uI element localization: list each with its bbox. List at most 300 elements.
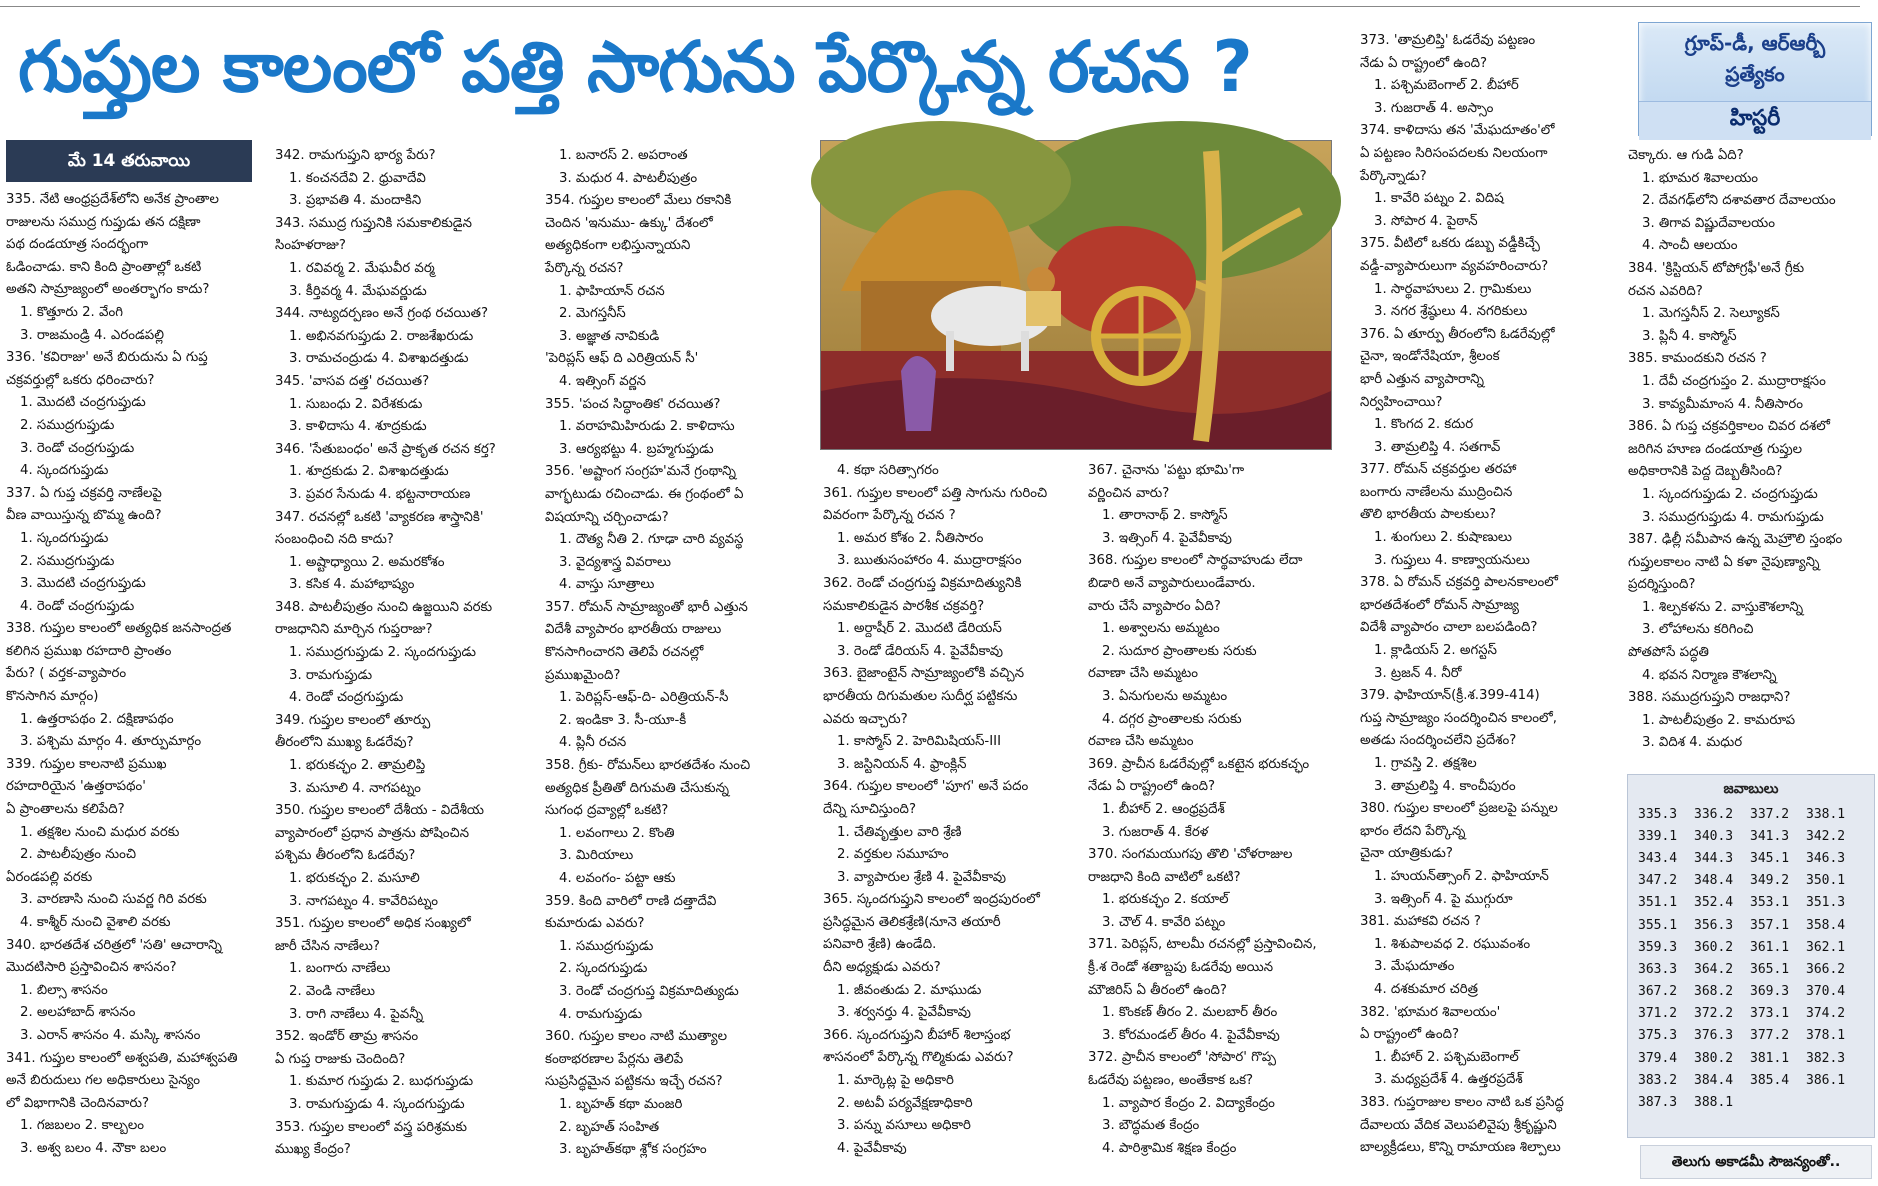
text-line: రవాణా చేసి అమ్మటం xyxy=(1088,666,1199,682)
text-line: 1. మెగస్తనీస్ 2. సెల్యూకస్ xyxy=(1642,306,1780,322)
text-line: 2. సముద్రగుప్తుడు xyxy=(20,417,115,433)
text-line: 3. బౌద్ధమత కేంద్రం xyxy=(1102,1118,1200,1134)
answer-cell: 379.4 xyxy=(1638,1050,1678,1066)
text-line: ఏ పట్టణం సిరిసంపదలకు నిలయంగా xyxy=(1360,145,1548,161)
headline: గుప్తుల కాలంలో పత్తి సాగును పేర్కొన్న రచన ? xyxy=(18,26,1252,108)
text-line: విదేశీ వ్యాపారం భారతీయ రాజులు xyxy=(545,622,722,638)
question-line: 358. గ్రీకు- రోమన్‌లు భారతదేశం నుంచి xyxy=(545,758,751,774)
text-line: 4. పారిశ్రామిక శిక్షణ కేంద్రం xyxy=(1102,1140,1237,1156)
text-line: 1. కుమార గుప్తుడు 2. బుధగుప్తుడు xyxy=(289,1074,474,1090)
answer-cell: 353.1 xyxy=(1750,895,1790,911)
text-line: 3. ఇత్సింగ్ 4. పై ముగ్గురూ xyxy=(1374,891,1513,907)
text-line: 4. వాస్తు సూత్రాలు xyxy=(559,577,655,593)
text-line: 3. రెండో చంద్రగుప్త విక్రమాదిత్యుడు xyxy=(559,983,739,999)
text-line: రచన ఎవరిది? xyxy=(1628,283,1703,299)
text-line: వివరంగా పేర్కొన్న రచన ? xyxy=(823,508,956,524)
answer-cell: 381.1 xyxy=(1750,1050,1790,1066)
text-line: 4. లవంగం- పట్టా ఆకు xyxy=(559,871,676,886)
text-line: 3. ఇత్సింగ్ 4. పైవేవీకావు xyxy=(1102,530,1232,546)
text-line: 3. మధ్యప్రదేశ్ 4. ఉత్తరప్రదేశ్ xyxy=(1374,1072,1523,1088)
text-line: 1. పశ్చిమబెంగాల్ 2. బీహార్ xyxy=(1374,78,1519,94)
text-line: 'పెరిప్లస్ ఆఫ్ ది ఎరిత్రియన్ సీ' xyxy=(545,351,699,367)
answer-cell: 376.3 xyxy=(1694,1028,1734,1044)
text-line: శాసనంలో పేర్కొన్న గొల్మికుడు ఎవరు? xyxy=(823,1050,1014,1066)
text-line: 3. జస్టినియన్ 4. ఫ్రాంక్లిన్ xyxy=(837,756,967,772)
text-line: 4. స్కందగుప్తుడు xyxy=(20,463,109,479)
answer-cell: 342.2 xyxy=(1806,828,1846,844)
text-line: బాల్యక్రీడలు, కొన్ని రామాయణ శిల్పాలు xyxy=(1360,1140,1561,1156)
answer-cell: 360.2 xyxy=(1694,939,1734,955)
answer-row xyxy=(1638,1025,1862,1047)
text-line: అతడు సందర్శించలేని ప్రదేశం? xyxy=(1360,733,1517,749)
question-line: 378. ఏ రోమన్ చక్రవర్తి పాలనకాలంలో xyxy=(1360,575,1558,591)
answer-cell: 337.2 xyxy=(1750,806,1790,822)
text-line: బంగారు నాణేలను ముద్రించిన xyxy=(1360,484,1513,500)
text-line: ముఖ్య కేంద్రం? xyxy=(275,1142,351,1158)
text-line: 3. ట్రజన్ 4. నీరో xyxy=(1374,665,1462,681)
text-line: 3. గుజరాత్ 4. కేరళ xyxy=(1102,824,1209,840)
answer-row xyxy=(1638,936,1862,958)
text-line: కంఠాభరణాల పేర్లను తెలిపే xyxy=(545,1051,684,1067)
text-line: 4. రెండో చంద్రగుప్తుడు xyxy=(20,598,135,614)
text-line: 4. కాశ్మీర్ నుంచి వైశాలి వరకు xyxy=(20,915,171,930)
text-line: 1. గజబలం 2. కాల్బలం xyxy=(20,1118,145,1134)
text-line: రాజధాని కింది వాటిలో ఒకటి? xyxy=(1088,869,1241,885)
text-line: 4. కథా సరిత్సాగరం xyxy=(837,463,939,478)
answer-cell: 335.3 xyxy=(1638,806,1678,822)
text-line: 3. తామ్రలిప్తి 4. సతగావ్ xyxy=(1374,439,1501,455)
text-line: 4. ప్లినీ రచన xyxy=(559,735,627,751)
question-line: 344. నాట్యదర్పణం అనే గ్రంథ రచయిత? xyxy=(275,306,489,322)
text-line: 4. పైవేవీకావు xyxy=(837,1140,907,1156)
text-line: కొనసాగించారని తెలిపే రచనల్లో xyxy=(545,645,704,661)
question-line: 352. ఇండోర్ తామ్ర శాసనం xyxy=(275,1029,419,1045)
text-line: 4. సాంచీ ఆలయం xyxy=(1642,238,1738,254)
text-line: 1. చేతివృత్తుల వారి శ్రేణి xyxy=(837,824,962,840)
question-line: 336. 'కవిరాజు' అనే బిరుదును ఏ గుప్త xyxy=(6,350,208,366)
answer-row xyxy=(1638,825,1862,847)
answer-row xyxy=(1638,914,1862,936)
text-line: 1. బనారస్ 2. అపరాంత xyxy=(559,148,688,163)
answer-key-title: జవాబులు xyxy=(1723,781,1779,797)
answer-row xyxy=(1638,1047,1862,1069)
text-line: 3. ఏనుగులను అమ్మటం xyxy=(1102,688,1228,704)
answer-key-box xyxy=(1627,774,1875,1138)
question-line: 383. గుప్తరాజుల కాలం నాటి ఒక ప్రసిద్ధ xyxy=(1360,1094,1564,1110)
text-line: క్రీ.శ రెండో శతాబ్దపు ఓడరేవు అయిన xyxy=(1088,960,1274,976)
text-line: నేడు ఏ రాష్ట్రంలో ఉంది? xyxy=(1360,55,1488,71)
answer-cell: 357.1 xyxy=(1750,917,1790,933)
text-line: 1. బీహార్ 2. ఆంధ్రప్రదేశ్ xyxy=(1102,801,1225,817)
text-line: 2. సుదూర ప్రాంతాలకు సరుకు xyxy=(1102,643,1257,659)
text-line: 3. మధుర 4. పాటలీపుత్రం xyxy=(559,170,698,186)
text-line: 1. అష్టాధ్యాయి 2. అమరకోశం xyxy=(289,554,445,570)
bullock-cart-illustration xyxy=(820,140,1332,450)
question-line: 367. చైనాను 'పట్టు భూమి'గా xyxy=(1088,463,1245,478)
text-line: 1. కొంకణ్ తీరం 2. మలబార్ తీరం xyxy=(1102,1005,1278,1021)
column-5 xyxy=(1088,460,1356,1170)
text-line: వాగ్భటుడు రచించాడు. ఈ గ్రంథంలో ఏ xyxy=(545,486,744,502)
answer-cell: 358.4 xyxy=(1806,917,1846,933)
text-line: కలిగిన ప్రముఖ రహదారి ప్రాంతం xyxy=(6,643,172,659)
text-line: 3. బృహత్‌కథా శ్లోక సంగ్రహం xyxy=(559,1142,707,1158)
text-line: ఎవరు ఇచ్చారు? xyxy=(823,711,908,727)
text-line: అధికారానికి పెద్ద దెబ్బతీసింది? xyxy=(1628,464,1783,480)
text-line: 3. సముద్రగుప్తుడు 4. రామగుప్తుడు xyxy=(1642,509,1824,525)
text-line: 2. పాటలీపుత్రం నుంచి xyxy=(20,847,137,863)
text-line: 1. స్కందగుప్తుడు 2. చంద్రగుప్తుడు xyxy=(1642,486,1818,502)
answer-cell: 346.3 xyxy=(1806,850,1846,866)
answer-cell: 365.1 xyxy=(1750,961,1790,977)
answer-cell: 345.1 xyxy=(1750,850,1790,866)
text-line: సుగంధ ద్రవ్యాల్లో ఒకటి? xyxy=(545,803,669,819)
text-line: 1. రవివర్మ 2. మేఘవీర వర్మ xyxy=(289,260,435,276)
text-line: 1. శిశుపాలవధ 2. రఘువంశం xyxy=(1374,936,1531,952)
text-line: పనివారి శ్రేణి) ఉండేది. xyxy=(823,937,937,953)
text-line: కుమారుడు ఎవరు? xyxy=(545,916,645,932)
text-line: 2. దేవగఢ్‌లోని దశావతార దేవాలయం xyxy=(1642,193,1836,209)
question-line: 368. గుప్తుల కాలంలో సార్థవాహుడు లేదా xyxy=(1088,553,1303,569)
text-line: 4. దశకుమార చరిత్ర xyxy=(1374,981,1478,997)
answer-cell: 363.3 xyxy=(1638,961,1678,977)
text-line: 3. అశ్వ బలం 4. నౌకా బలం xyxy=(20,1140,167,1156)
text-line: 3. ప్రభావతి 4. మందాకిని xyxy=(289,193,422,209)
question-line: 371. పెరిప్లస్, టాలమీ రచనల్లో ప్రస్తావించిన, xyxy=(1088,937,1317,953)
text-line: 3. అజ్ఞాత నావికుడి xyxy=(559,328,660,344)
question-line: 338. గుప్తుల కాలంలో అత్యధిక జనసాంద్రత xyxy=(6,621,232,637)
answer-cell: 343.4 xyxy=(1638,850,1678,866)
answer-cell xyxy=(1806,1091,1862,1113)
answer-cell: 355.1 xyxy=(1638,917,1678,933)
text-line: 3. రామగుప్తుడు 4. స్కందగుప్తుడు xyxy=(289,1096,465,1112)
text-line: కొనసాగిన మార్గం) xyxy=(6,689,99,705)
text-line: విషయాన్ని చర్చించాడు? xyxy=(545,509,669,525)
text-line: జరిగిన హూణ దండయాత్ర గుప్తుల xyxy=(1628,441,1803,457)
question-line: 369. ప్రాచీన ఓడరేవుల్లో ఒకటైన భరుకచ్ఛం xyxy=(1088,756,1310,772)
text-line: 1. బంగారు నాణేలు xyxy=(289,961,391,977)
text-line: సంబంధించి నది కాదు? xyxy=(275,532,394,548)
text-line: నేడు ఏ రాష్ట్రంలో ఉంది? xyxy=(1088,779,1216,795)
text-line: 1. దౌత్య నీతి 2. గూఢా చారి వ్యవస్థ xyxy=(559,532,744,548)
text-line: 1. స్కందగుప్తుడు xyxy=(20,530,109,546)
question-line: 384. 'క్రిస్టియన్ టోపోగ్రఫీ'అనే గ్రీకు xyxy=(1628,260,1805,276)
answer-cell: 339.1 xyxy=(1638,828,1678,844)
answer-cell: 341.3 xyxy=(1750,828,1790,844)
text-line: 1. జీవంతుడు 2. మాఘుడు xyxy=(837,982,982,998)
text-line: 3. మేఘదూతం xyxy=(1374,959,1455,975)
text-line: 1. కంచనదేవి 2. ధ్రువాదేవి xyxy=(289,170,426,186)
text-line: 3. విదిశ 4. మధుర xyxy=(1642,735,1743,751)
answer-cell: 338.1 xyxy=(1806,806,1846,822)
text-line: 1. తక్షశిల నుంచి మధుర వరకు xyxy=(20,824,180,840)
answer-cell: 380.2 xyxy=(1694,1050,1734,1066)
answer-row xyxy=(1638,803,1862,825)
text-line: ఏరండపల్లి వరకు xyxy=(6,869,93,885)
text-line: 1. వ్యాపార కేంద్రం 2. విద్యాకేంద్రం xyxy=(1102,1095,1275,1111)
text-line: 1. మార్కెట్ల పై అధికారి xyxy=(837,1073,954,1089)
badge-line-1: గ్రూప్-డీ, ఆర్ఆర్బీ xyxy=(1684,31,1826,55)
question-line: 381. మహాకవి రచన ? xyxy=(1360,914,1481,930)
question-line: 357. రోమన్ సామ్రాజ్యంతో భారీ ఎత్తున xyxy=(545,599,748,615)
text-line: చైనా, ఇండోనేషియా, శ్రీలంక xyxy=(1360,349,1500,365)
text-line: 1. సార్థవాహులు 2. గ్రామికులు xyxy=(1374,281,1532,297)
answer-row xyxy=(1638,1091,1862,1113)
text-line: 1. కావేరి పట్నం 2. విదిష xyxy=(1374,191,1504,207)
text-line: పేర్కొన్న రచన? xyxy=(545,260,624,276)
text-line: 4. ఇత్సింగ్ వర్ణన xyxy=(559,373,646,389)
answer-cell: 347.2 xyxy=(1638,873,1678,889)
text-line: 1. పెరిప్లస్-ఆఫ్-ది- ఎరిత్రియన్-సీ xyxy=(559,690,729,706)
text-line: 1. క్లాడియస్ 2. అగస్టస్ xyxy=(1374,643,1497,659)
text-line: అత్యధిక ప్రీతితో దిగుమతి చేసుకున్న xyxy=(545,780,729,796)
text-line: 2. స్కందగుప్తుడు xyxy=(559,961,648,977)
text-line: వీణ వాయిస్తున్న బొమ్మ ఉంది? xyxy=(6,508,162,524)
answer-row xyxy=(1638,870,1862,892)
question-line: 386. ఏ గుప్త చక్రవర్తికాలం చివర దశలో xyxy=(1628,419,1830,435)
text-line: రాజధానిని మార్చిన గుప్తరాజు? xyxy=(275,622,433,638)
text-line: 2. బృహత్ సంహిత xyxy=(559,1119,660,1135)
section-badge xyxy=(1638,22,1872,136)
text-line: 3. కసిక 4. మహాభాష్యం xyxy=(289,577,415,593)
answer-cell: 383.2 xyxy=(1638,1072,1678,1088)
text-line: 1. సుబంధు 2. విరేశకుడు xyxy=(289,396,423,412)
answer-cell: 385.4 xyxy=(1750,1072,1790,1088)
text-line: రవాణ చేసి అమ్మటం xyxy=(1088,734,1194,750)
answer-cell: 356.3 xyxy=(1694,917,1734,933)
text-line: మొదటిసారి ప్రస్తావించిన శాసనం? xyxy=(6,960,177,976)
text-line: ప్రముఖమైంది? xyxy=(545,667,621,683)
answer-cell xyxy=(1750,1091,1806,1113)
question-line: 340. భారతదేశ చరిత్రలో 'సతి' ఆచారాన్ని xyxy=(6,937,222,953)
text-line: 1. భరుకచ్ఛం 2. మసూలి xyxy=(289,871,420,886)
answer-cell: 377.2 xyxy=(1750,1028,1790,1044)
question-line: 354. గుప్తుల కాలంలో మేలు రకానికి xyxy=(545,193,732,209)
question-line: 345. 'వాసవ దత్త' రచయిత? xyxy=(275,373,430,389)
text-line: 2. మెగస్తనీస్ xyxy=(559,306,626,322)
answer-cell: 388.1 xyxy=(1694,1095,1734,1111)
question-line: 335. నేటి ఆంధ్రప్రదేశ్‌లోని అనేక ప్రాంతాల xyxy=(6,192,219,207)
illustration-svg xyxy=(821,141,1331,449)
text-line: 1. దేవీ చంద్రగుప్తం 2. ముద్రారాక్షసం xyxy=(1642,373,1826,389)
text-line: వర్ణించిన వారు? xyxy=(1088,485,1170,501)
text-line: భారీ ఎత్తున వ్యాపారాన్ని xyxy=(1360,371,1484,387)
question-line: 370. సంగమయుగపు తొలి 'చోళరాజుల xyxy=(1088,847,1293,863)
text-line: వ్యాపారంలో ప్రధాన పాత్రను పోషించిన xyxy=(275,825,470,841)
answer-key-table xyxy=(1638,803,1862,1114)
text-line: 2. ఇండికా 3. సీ-యూ-కీ xyxy=(559,712,687,728)
answer-cell: 370.4 xyxy=(1806,984,1846,1000)
text-line: 1. అశ్వాలను అమ్మటం xyxy=(1102,621,1220,637)
text-line: జారీ చేసిన నాణేలు? xyxy=(275,938,380,954)
text-line: అనే బిరుదులు గల అధికారులు సైన్యం xyxy=(6,1073,200,1089)
badge-subject: హిస్టరీ xyxy=(1639,101,1871,140)
text-line: 3. పశ్చిమ మార్గం 4. తూర్పుమార్గం xyxy=(20,734,202,750)
text-line: 3. కావ్యమీమాంస 4. నీతిసారం xyxy=(1642,396,1803,412)
text-line: 4. రామగుప్తుడు xyxy=(559,1006,643,1022)
answer-cell: 366.2 xyxy=(1806,961,1846,977)
text-line: 1. భూమర శివాలయం xyxy=(1642,170,1759,186)
answer-cell: 368.2 xyxy=(1694,984,1734,1000)
answer-cell: 364.2 xyxy=(1694,961,1734,977)
answer-cell: 372.2 xyxy=(1694,1006,1734,1022)
text-line: చక్రవర్తుల్లో ఒకరు ధరించారు? xyxy=(6,372,155,388)
text-line: సుప్రసిద్ధమైన పట్టికను ఇచ్చే రచన? xyxy=(545,1074,723,1090)
text-line: 1. గ్రావస్తి 2. తక్షశిల xyxy=(1374,756,1477,771)
answer-cell: 352.4 xyxy=(1694,895,1734,911)
answer-cell: 348.4 xyxy=(1694,873,1734,889)
text-line: దీని అధ్యక్షుడు ఎవరు? xyxy=(823,960,941,976)
question-line: 351. గుప్తుల కాలంలో అధిక సంఖ్యలో xyxy=(275,916,471,932)
text-line: 3. గుజరాత్ 4. అస్సాం xyxy=(1374,100,1494,116)
text-line: 3. లోహాలను కరిగించి xyxy=(1642,622,1754,638)
text-line: ఓడించాడు. కాని కింది ప్రాంతాల్లో ఒకటి xyxy=(6,259,202,275)
answer-cell: 387.3 xyxy=(1638,1095,1678,1111)
question-line: 379. ఫాహియాన్(క్రీ.శ.399-414) xyxy=(1360,688,1540,704)
answer-cell: 384.4 xyxy=(1694,1072,1734,1088)
text-line: 3. రాగి నాణేలు 4. పైవన్నీ xyxy=(289,1006,424,1022)
text-line: పేరు? ( వర్తక-వ్యాపారం xyxy=(6,666,127,682)
question-line: 348. పాటలీపుత్రం నుంచి ఉజ్జయిని వరకు xyxy=(275,599,493,615)
text-line: వడ్డీ-వ్యాపారులుగా వ్యవహరించారు? xyxy=(1360,258,1549,274)
text-line: రాజులను సముద్ర గుప్తుడు తన దక్షిణా xyxy=(6,214,201,230)
question-line: 359. కింది వారిలో రాణి దత్తాదేవి xyxy=(545,893,717,909)
text-line: 3. ఆర్యభట్టు 4. బ్రహ్మగుప్తుడు xyxy=(559,441,714,457)
answer-cell: 375.3 xyxy=(1638,1028,1678,1044)
text-line: 2. వెండి నాణేలు xyxy=(289,983,376,999)
text-line: పశ్చిమ తీరంలోని ఓడరేవు? xyxy=(275,848,416,864)
answer-cell: 382.3 xyxy=(1806,1050,1846,1066)
text-line: తొలి భారతీయ పాలకులు? xyxy=(1360,507,1497,523)
question-line: 377. రోమన్ చక్రవర్తుల తరహా xyxy=(1360,462,1517,478)
text-line: 1. బీహార్ 2. పశ్చిమబెంగాల్ xyxy=(1374,1049,1519,1065)
text-line: వారు చేసే వ్యాపారం ఏది? xyxy=(1088,598,1221,614)
text-line: 1. భరుకచ్ఛం 2. తామ్రలిప్తి xyxy=(289,758,426,774)
text-line: ఓడరేవు పట్టణం, అంతేకాక ఒక? xyxy=(1088,1073,1254,1089)
text-line: దేన్ని సూచిస్తుంది? xyxy=(823,801,917,817)
question-line: 374. కాళిదాసు తన 'మేఘదూతం'లో xyxy=(1360,123,1555,139)
question-line: 342. రామగుప్తుని భార్య పేరు? xyxy=(275,148,436,163)
text-line: 1. బిల్సా శాసనం xyxy=(20,982,108,998)
text-line: 3. పన్ను వసూలు అధికారి xyxy=(837,1118,971,1134)
text-line: గుప్తులకాలం నాటి ఏ కళా నైపుణ్యాన్ని xyxy=(1628,554,1820,570)
text-line: గుప్త సామ్రాజ్యం సందర్శించిన కాలంలో, xyxy=(1360,710,1557,726)
text-line: 1. శుంగులు 2. కుషాణులు xyxy=(1374,530,1512,546)
text-line: ప్రదర్శిస్తుంది? xyxy=(1628,577,1696,593)
text-line: 1. భరుకచ్ఛం 2. కయాల్ xyxy=(1102,892,1229,908)
text-line: 2. సముద్రగుప్తుడు xyxy=(20,553,115,569)
text-line: ప్రసిద్ధమైన తెలికశ్రేణి(నూనె తయారీ xyxy=(823,914,1001,930)
text-line: చెందిన 'ఇనుము- ఉక్కు' దేశంలో xyxy=(545,215,713,231)
text-line: 3. మొదటి చంద్రగుప్తుడు xyxy=(20,576,146,592)
text-line: 1. కొంగద 2. కదుర xyxy=(1374,417,1474,433)
answer-cell: 359.3 xyxy=(1638,939,1678,955)
question-line: 356. 'అష్టాంగ సంగ్రహ'మనే గ్రంథాన్ని xyxy=(545,464,737,480)
text-line: బిడారి అనే వ్యాపారులుండేవారు. xyxy=(1088,575,1256,591)
text-line: 2. అటవీ పర్యవేక్షణాధికారి xyxy=(837,1095,973,1111)
text-line: భారం లేదని పేర్కొన్న xyxy=(1360,823,1466,839)
text-line: 1. అభినవగుప్తుడు 2. రాజశేఖరుడు xyxy=(289,328,474,344)
answer-cell: 344.3 xyxy=(1694,850,1734,866)
text-line: 3. వారణాసి నుంచి సువర్ణ గిరి వరకు xyxy=(20,892,207,908)
answer-row xyxy=(1638,1069,1862,1091)
text-line: 3. రాజమండ్రి 4. ఎరండపల్లి xyxy=(20,327,165,343)
question-line: 363. బైజాంటైన్ సామ్రాజ్యంలోకి వచ్చిన xyxy=(823,666,1025,682)
text-line: 3. మసూలి 4. నాగపట్నం xyxy=(289,780,421,796)
answer-cell: 340.3 xyxy=(1694,828,1734,844)
text-line: 1. ఉత్తరాపథం 2. దక్షిణాపథం xyxy=(20,711,174,727)
text-line: పేర్కొన్నాడు? xyxy=(1360,168,1427,184)
column-4 xyxy=(823,460,1085,1170)
text-line: 3. ప్రవర సేనుడు 4. భట్టనారాయణ xyxy=(289,486,471,502)
text-line: పథ దండయాత్ర సందర్భంగా xyxy=(6,237,149,253)
text-line: 1. లవంగాలు 2. కొంతి xyxy=(559,825,675,841)
badge-line-2: ప్రత్యేకం xyxy=(1725,62,1785,86)
text-line: 1. ఫాహియాన్ రచన xyxy=(559,283,665,299)
answer-cell: 351.3 xyxy=(1806,895,1846,911)
text-line: సింహళరాజు? xyxy=(275,238,346,254)
text-line: 4. దగ్గర ప్రాంతాలకు సరుకు xyxy=(1102,711,1242,727)
question-line: 361. గుప్తుల కాలంలో పత్తి సాగును గురించి xyxy=(823,485,1048,501)
answer-cell: 361.1 xyxy=(1750,939,1790,955)
text-line: నిర్వహించాయి? xyxy=(1360,394,1443,410)
text-line: 1. సముద్రగుప్తుడు 2. స్కందగుప్తుడు xyxy=(289,645,476,661)
text-line: తీరంలోని ముఖ్య ఓడరేవు? xyxy=(275,735,414,751)
text-line: మౌజిరిస్ ఏ తీరంలో ఉంది? xyxy=(1088,982,1227,998)
question-line: 387. ఢిల్లీ సమీపాన ఉన్న మెహ్రౌలి స్తంభం xyxy=(1628,532,1843,548)
question-line: 362. రెండో చంద్రగుప్త విక్రమాదిత్యునికి xyxy=(823,575,1022,591)
column-7 xyxy=(1628,145,1873,751)
answer-row xyxy=(1638,1003,1862,1025)
answer-row xyxy=(1638,958,1862,980)
answer-cell: 336.2 xyxy=(1694,806,1734,822)
text-line: 3. కాళిదాసు 4. శూద్రకుడు xyxy=(289,419,427,435)
text-line: 3. రెండో డేరియస్ 4. పైవేవీకావు xyxy=(837,643,1003,659)
text-line: 3. కీర్తివర్మ 4. మేఘవర్ణుడు xyxy=(289,283,427,299)
text-line: 1. అర్దాషీర్ 2. మొదటి డేరియస్ xyxy=(837,621,1002,637)
question-line: 385. కామందకుని రచన ? xyxy=(1628,351,1767,367)
text-line: 3. వ్యాపారుల శ్రేణి 4. పైవేవీకావు xyxy=(837,869,1006,885)
text-line: 1. శూద్రకుడు 2. విశాఖదత్తుడు xyxy=(289,464,449,480)
text-line: 1. కాస్మోస్ 2. హెరిమిషియస్-III xyxy=(837,734,1001,750)
question-line: 360. గుప్తుల కాలం నాటి ముత్యాల xyxy=(545,1029,728,1045)
text-line: 3. తామ్రలిప్తి 4. కాంచీపురం xyxy=(1374,778,1516,794)
text-line: 2. అలహాబాద్ శాసనం xyxy=(20,1005,136,1021)
text-line: 1. హుయన్‌త్సాంగ్ 2. ఫాహియాన్ xyxy=(1374,868,1549,884)
text-line: 3. తిగావ విష్ణుదేవాలయం xyxy=(1642,215,1775,231)
text-line: 3. మిరియాలు xyxy=(559,848,634,864)
question-line: 339. గుప్తుల కాలనాటి ప్రముఖ xyxy=(6,756,167,772)
question-line: 350. గుప్తుల కాలంలో దేశీయ - విదేశీయ xyxy=(275,803,485,819)
text-line: ఏ గుప్త రాజుకు చెందింది? xyxy=(275,1051,406,1067)
text-line: 3. రామగుప్తుడు xyxy=(289,667,373,683)
question-line: 388. సముద్రగుప్తుని రాజధాని? xyxy=(1628,690,1791,706)
answer-cell: 378.1 xyxy=(1806,1028,1846,1044)
text-line: 1. సముద్రగుప్తుడు xyxy=(559,938,654,954)
answer-cell: 350.1 xyxy=(1806,873,1846,889)
question-line: 349. గుప్తుల కాలంలో తూర్పు xyxy=(275,712,431,728)
text-line: 3. శర్వనర్తు 4. పైవేవీకావు xyxy=(837,1005,971,1021)
answer-cell: 351.1 xyxy=(1638,895,1678,911)
answer-row xyxy=(1638,981,1862,1003)
answer-cell: 367.2 xyxy=(1638,984,1678,1000)
text-line: చైనా యాత్రికుడు? xyxy=(1360,846,1453,862)
text-line: భారతదేశంలో రోమన్ సామ్రాజ్య xyxy=(1360,597,1520,613)
text-line: అతని సామ్రాజ్యంలో అంతర్భాగం కాదు? xyxy=(6,282,210,298)
answer-cell: 373.1 xyxy=(1750,1006,1790,1022)
question-line: 346. 'సేతుబంధం' అనే ప్రాకృత రచన కర్త? xyxy=(275,441,496,457)
text-line: సమకాలికుడైన పారశీక చక్రవర్తి? xyxy=(823,598,985,614)
text-line: లో విభాగానికి చెందినవారు? xyxy=(6,1095,150,1111)
